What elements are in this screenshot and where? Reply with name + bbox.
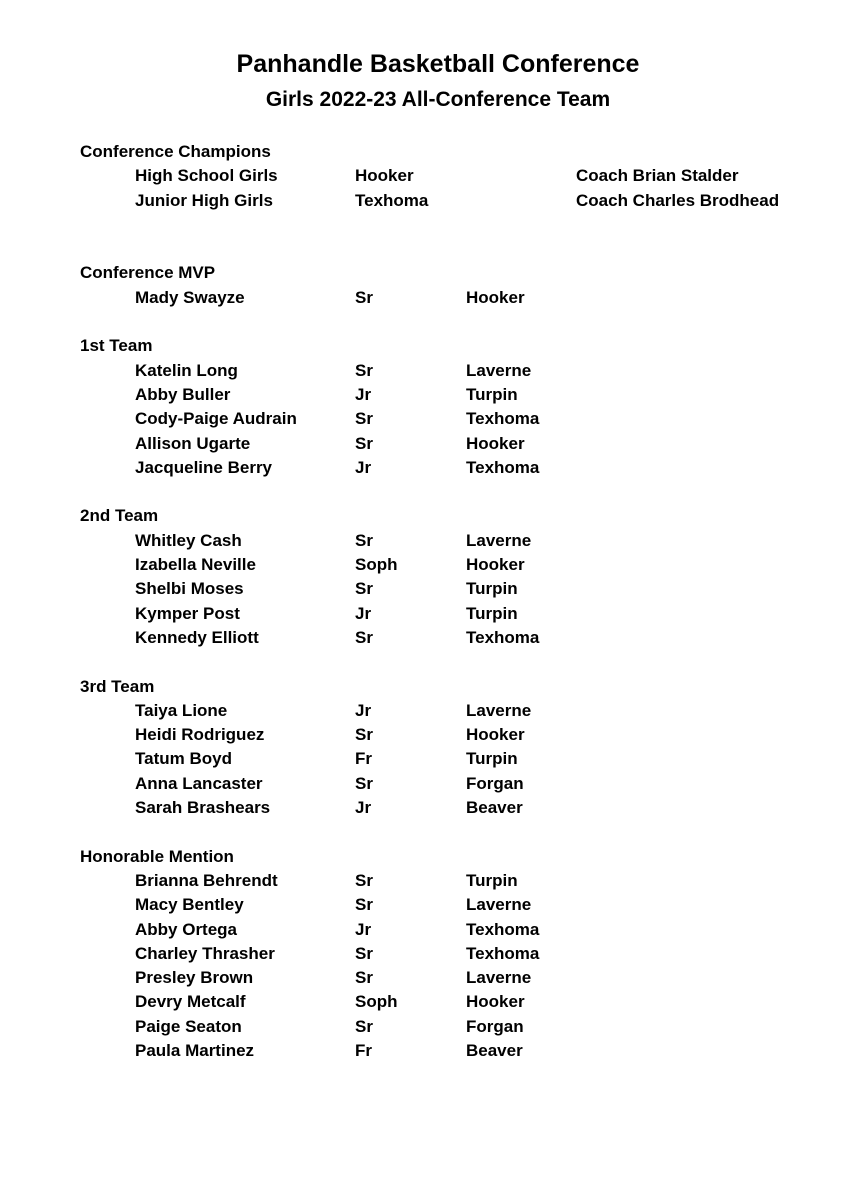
player-row (0, 456, 860, 480)
section-heading-label: Conference Champions (80, 142, 271, 161)
player-name: Izabella Neville (135, 555, 256, 575)
player-year: Sr (355, 895, 373, 915)
player-year: Jr (355, 457, 372, 477)
player-school: Laverne (466, 360, 532, 380)
player-row (0, 1039, 860, 1063)
section-heading-label: Honorable Mention (80, 846, 234, 866)
page-title: Panhandle Basketball Conference (236, 50, 640, 78)
player-row (0, 918, 860, 942)
player-name: Whitley Cash (135, 530, 242, 550)
player-name: Tatum Boyd (135, 749, 232, 769)
player-year: Sr (355, 773, 373, 793)
player-school: Texhoma (466, 457, 540, 477)
player-name: Paula Martinez (135, 1040, 255, 1060)
player-school: Hooker (466, 433, 525, 453)
player-school: Texhoma (466, 409, 540, 429)
player-row (0, 553, 860, 577)
champion-school: Texhoma (355, 190, 429, 210)
player-year: Sr (355, 360, 373, 380)
player-school: Laverne (466, 968, 532, 988)
player-name: Anna Lancaster (135, 773, 263, 793)
player-name: Paige Seaton (135, 1016, 242, 1036)
player-school: Beaver (466, 798, 523, 818)
player-row (0, 942, 860, 966)
player-school: Texhoma (466, 943, 540, 963)
player-row (0, 529, 860, 553)
player-row (0, 359, 860, 383)
player-row (0, 602, 860, 626)
player-name: Katelin Long (135, 360, 238, 380)
player-row (0, 747, 860, 771)
player-school: Turpin (466, 579, 518, 599)
page-subtitle: Girls 2022-23 All-Conference Team (265, 88, 611, 111)
section-heading-label: 3rd Team (80, 676, 155, 696)
section-heading-label: 1st Team (80, 336, 153, 356)
player-row (0, 893, 860, 917)
player-name: Kennedy Elliott (135, 627, 259, 647)
player-year: Jr (355, 919, 372, 939)
player-name: Taiya Lione (135, 700, 228, 720)
section-heading-label: Conference MVP (80, 263, 216, 283)
player-school: Hooker (466, 287, 525, 307)
player-name: Shelbi Moses (135, 579, 244, 599)
player-name: Brianna Behrendt (135, 870, 278, 890)
player-row (0, 772, 860, 796)
player-year: Fr (355, 749, 372, 769)
player-year: Jr (355, 798, 372, 818)
player-school: Hooker (466, 725, 525, 745)
champion-division: High School Girls (135, 166, 278, 186)
player-school: Forgan (466, 773, 524, 793)
player-row (0, 699, 860, 723)
player-year: Sr (355, 530, 373, 550)
player-row (0, 407, 860, 431)
player-school: Turpin (466, 870, 518, 890)
player-school: Hooker (466, 992, 525, 1012)
section-heading (0, 675, 860, 699)
player-year: Sr (355, 1016, 373, 1036)
player-row (0, 869, 860, 893)
player-school: Hooker (466, 555, 525, 575)
player-school: Turpin (466, 603, 518, 623)
player-school: Laverne (466, 530, 532, 550)
player-year: Sr (355, 579, 373, 599)
player-year: Sr (355, 409, 373, 429)
section-heading (0, 261, 860, 285)
player-row (0, 577, 860, 601)
player-row (0, 626, 860, 650)
spacer (0, 213, 860, 237)
player-school: Turpin (466, 384, 518, 404)
champion-coach: Coach Charles Brodhead (576, 190, 780, 210)
player-year: Jr (355, 603, 372, 623)
champion-division: Junior High Girls (135, 190, 273, 210)
player-row (0, 1015, 860, 1039)
player-name: Devry Metcalf (135, 992, 246, 1012)
player-school: Texhoma (466, 627, 540, 647)
player-school: Forgan (466, 1016, 524, 1036)
player-name: Heidi Rodriguez (135, 725, 265, 745)
player-year: Jr (355, 700, 372, 720)
player-name: Presley Brown (135, 968, 254, 988)
player-school: Laverne (466, 895, 532, 915)
section-heading (0, 334, 860, 358)
player-name: Sarah Brashears (135, 798, 271, 818)
player-row (0, 286, 860, 310)
spacer (0, 237, 860, 261)
player-row (0, 966, 860, 990)
spacer (0, 310, 860, 334)
champion-row (0, 189, 860, 213)
champion-school: Hooker (355, 166, 414, 186)
player-name: Jacqueline Berry (135, 457, 273, 477)
player-year: Soph (355, 992, 398, 1012)
player-school: Beaver (466, 1040, 523, 1060)
player-row (0, 432, 860, 456)
section-heading-label: 2nd Team (80, 506, 159, 526)
player-row (0, 796, 860, 820)
player-year: Sr (355, 725, 373, 745)
player-row (0, 723, 860, 747)
section-heading (0, 845, 860, 869)
section-heading (0, 140, 860, 164)
player-name: Mady Swayze (135, 287, 245, 307)
champion-coach: Coach Brian Stalder (576, 166, 739, 186)
player-school: Turpin (466, 749, 518, 769)
spacer (0, 650, 860, 674)
player-name: Abby Ortega (135, 919, 238, 939)
document-body (0, 140, 860, 1063)
player-year: Jr (355, 384, 372, 404)
player-name: Charley Thrasher (135, 943, 275, 963)
player-name: Abby Buller (135, 384, 231, 404)
player-name: Kymper Post (135, 603, 240, 623)
player-year: Sr (355, 433, 373, 453)
player-year: Sr (355, 627, 373, 647)
player-row (0, 990, 860, 1014)
player-year: Fr (355, 1040, 372, 1060)
section-heading (0, 504, 860, 528)
player-year: Sr (355, 943, 373, 963)
player-name: Allison Ugarte (135, 433, 251, 453)
player-name: Macy Bentley (135, 895, 244, 915)
champion-row (0, 164, 860, 188)
spacer (0, 480, 860, 504)
player-year: Sr (355, 870, 373, 890)
player-name: Cody-Paige Audrain (135, 409, 297, 429)
player-year: Soph (355, 555, 398, 575)
player-row (0, 383, 860, 407)
spacer (0, 820, 860, 844)
player-school: Texhoma (466, 919, 540, 939)
player-year: Sr (355, 968, 373, 988)
player-year: Sr (355, 287, 373, 307)
player-school: Laverne (466, 700, 532, 720)
